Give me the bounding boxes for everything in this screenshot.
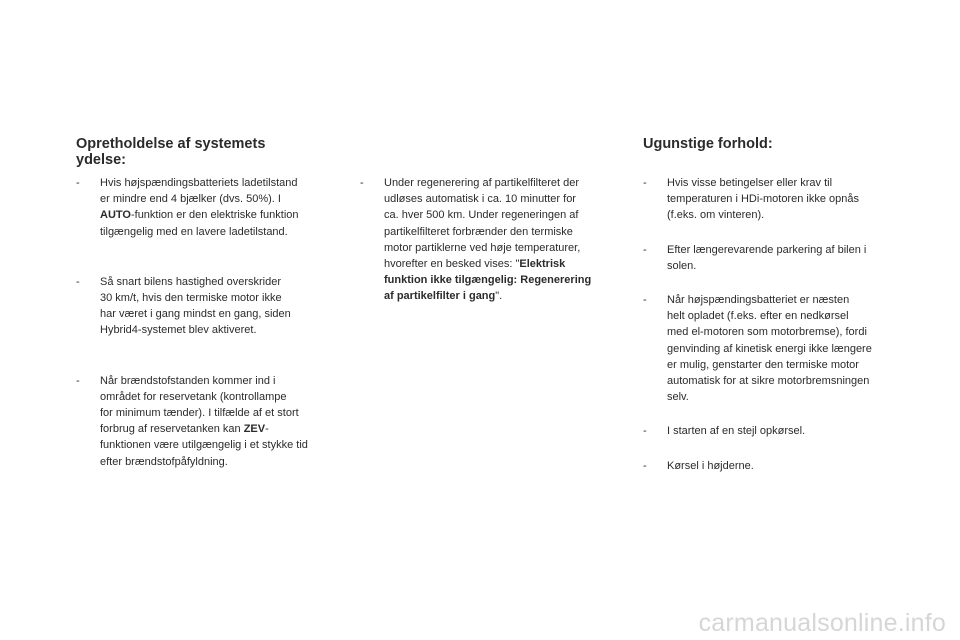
text-line: er mulig, genstarter den termiske motor (667, 358, 859, 371)
list-item (643, 458, 913, 474)
text-line: genvinding af kinetisk energi ikke længere (667, 342, 872, 355)
list-item (643, 175, 913, 224)
right-column (643, 175, 913, 474)
text-line: Når højspændingsbatteriet er næsten (667, 294, 850, 307)
bullet-dash: - (643, 243, 647, 256)
bullet-dash: - (76, 177, 80, 189)
text-line (100, 207, 346, 223)
text-line: solen. (667, 259, 697, 272)
text-fragment: forbrug af reservetanken kan (100, 423, 244, 436)
text-line (384, 256, 630, 272)
text-line: I starten af en stejl opkørsel. (667, 425, 806, 438)
text-line: selv. (667, 391, 689, 404)
text-line: efter brændstofpåfyldning. (100, 455, 228, 468)
text-line: Under regenerering af partikelfilteret der (384, 177, 580, 189)
text-fragment: hvorefter en besked vises: " (384, 258, 520, 271)
bullet-dash: - (643, 294, 647, 307)
text-line: temperaturen i HDi-motoren ikke opnås (667, 193, 859, 206)
text-line: Hybrid4-systemet blev aktiveret. (100, 324, 257, 337)
text-line: området for reservetank (kontrollampe (100, 390, 287, 403)
bullet-dash: - (643, 459, 647, 472)
text-fragment: -funktion er den elektriske funktion (130, 209, 299, 222)
text-line: partikelfilteret forbrænder den termiske (384, 225, 573, 238)
right-heading: Ugunstige forhold: (643, 136, 773, 152)
text-line: helt opladet (f.eks. efter en nedkørsel (667, 310, 849, 323)
left-heading (76, 136, 265, 168)
list-item (360, 175, 630, 305)
list-item (643, 423, 913, 439)
text-line: Hvis visse betingelser eller krav til (667, 177, 833, 189)
bullet-dash: - (76, 275, 80, 288)
list-item (76, 274, 346, 339)
text-line: med el-motoren som motorbremse), fordi (667, 326, 867, 339)
text-line (384, 288, 630, 304)
bold-term: AUTO (100, 209, 131, 222)
list-item (643, 242, 913, 274)
bold-term: Elektrisk (519, 258, 566, 271)
left-heading-line-1: Opretholdelse af systemets (76, 136, 266, 152)
bullet-dash: - (360, 177, 364, 189)
text-line: udløses automatisk i ca. 10 minutter for (384, 193, 576, 206)
text-line: motor partiklerne ved høje temperaturer, (384, 241, 581, 254)
text-line: ca. hver 500 km. Under regeneringen af (384, 209, 579, 222)
bold-term: af partikelfilter i gang (384, 290, 496, 303)
text-line: Hvis højspændingsbatteriets ladetilstand (100, 177, 298, 189)
left-column (76, 175, 346, 470)
text-line: Når brændstofstanden kommer ind i (100, 374, 276, 387)
text-line: (f.eks. om vinteren). (667, 209, 765, 222)
bullet-dash: - (643, 425, 647, 438)
left-heading-line-2: ydelse: (76, 152, 126, 168)
text-line: har været i gang mindst en gang, siden (100, 308, 291, 321)
text-line: Så snart bilens hastighed overskrider (100, 275, 281, 288)
text-line (384, 272, 630, 288)
text-fragment: - (265, 423, 269, 436)
text-line: funktionen være utilgængelig i et stykke tid (100, 439, 308, 452)
bold-term: ZEV (243, 423, 266, 436)
bullet-dash: - (76, 374, 80, 387)
list-item (643, 292, 913, 405)
list-item (76, 175, 346, 240)
bullet-dash: - (643, 177, 647, 189)
text-line: for minimum tænder). I tilfælde af et stort (100, 407, 299, 420)
text-fragment: ". (495, 290, 503, 303)
text-line: tilgængelig med en lavere ladetilstand. (100, 225, 288, 238)
middle-column (360, 175, 630, 305)
text-line: Efter længerevarende parkering af bilen i (667, 243, 867, 256)
bold-term: funktion ikke tilgængelig: Regenerering (384, 274, 592, 287)
list-item (76, 373, 346, 470)
text-line: Kørsel i højderne. (667, 459, 754, 472)
text-line: automatisk for at sikre motorbremsningen (667, 375, 870, 388)
text-line: 30 km/t, hvis den termiske motor ikke (100, 292, 282, 305)
watermark-text: carmanualsonline.info (698, 609, 946, 637)
text-line: er mindre end 4 bjælker (dvs. 50%). I (100, 193, 281, 206)
text-line (100, 421, 346, 437)
